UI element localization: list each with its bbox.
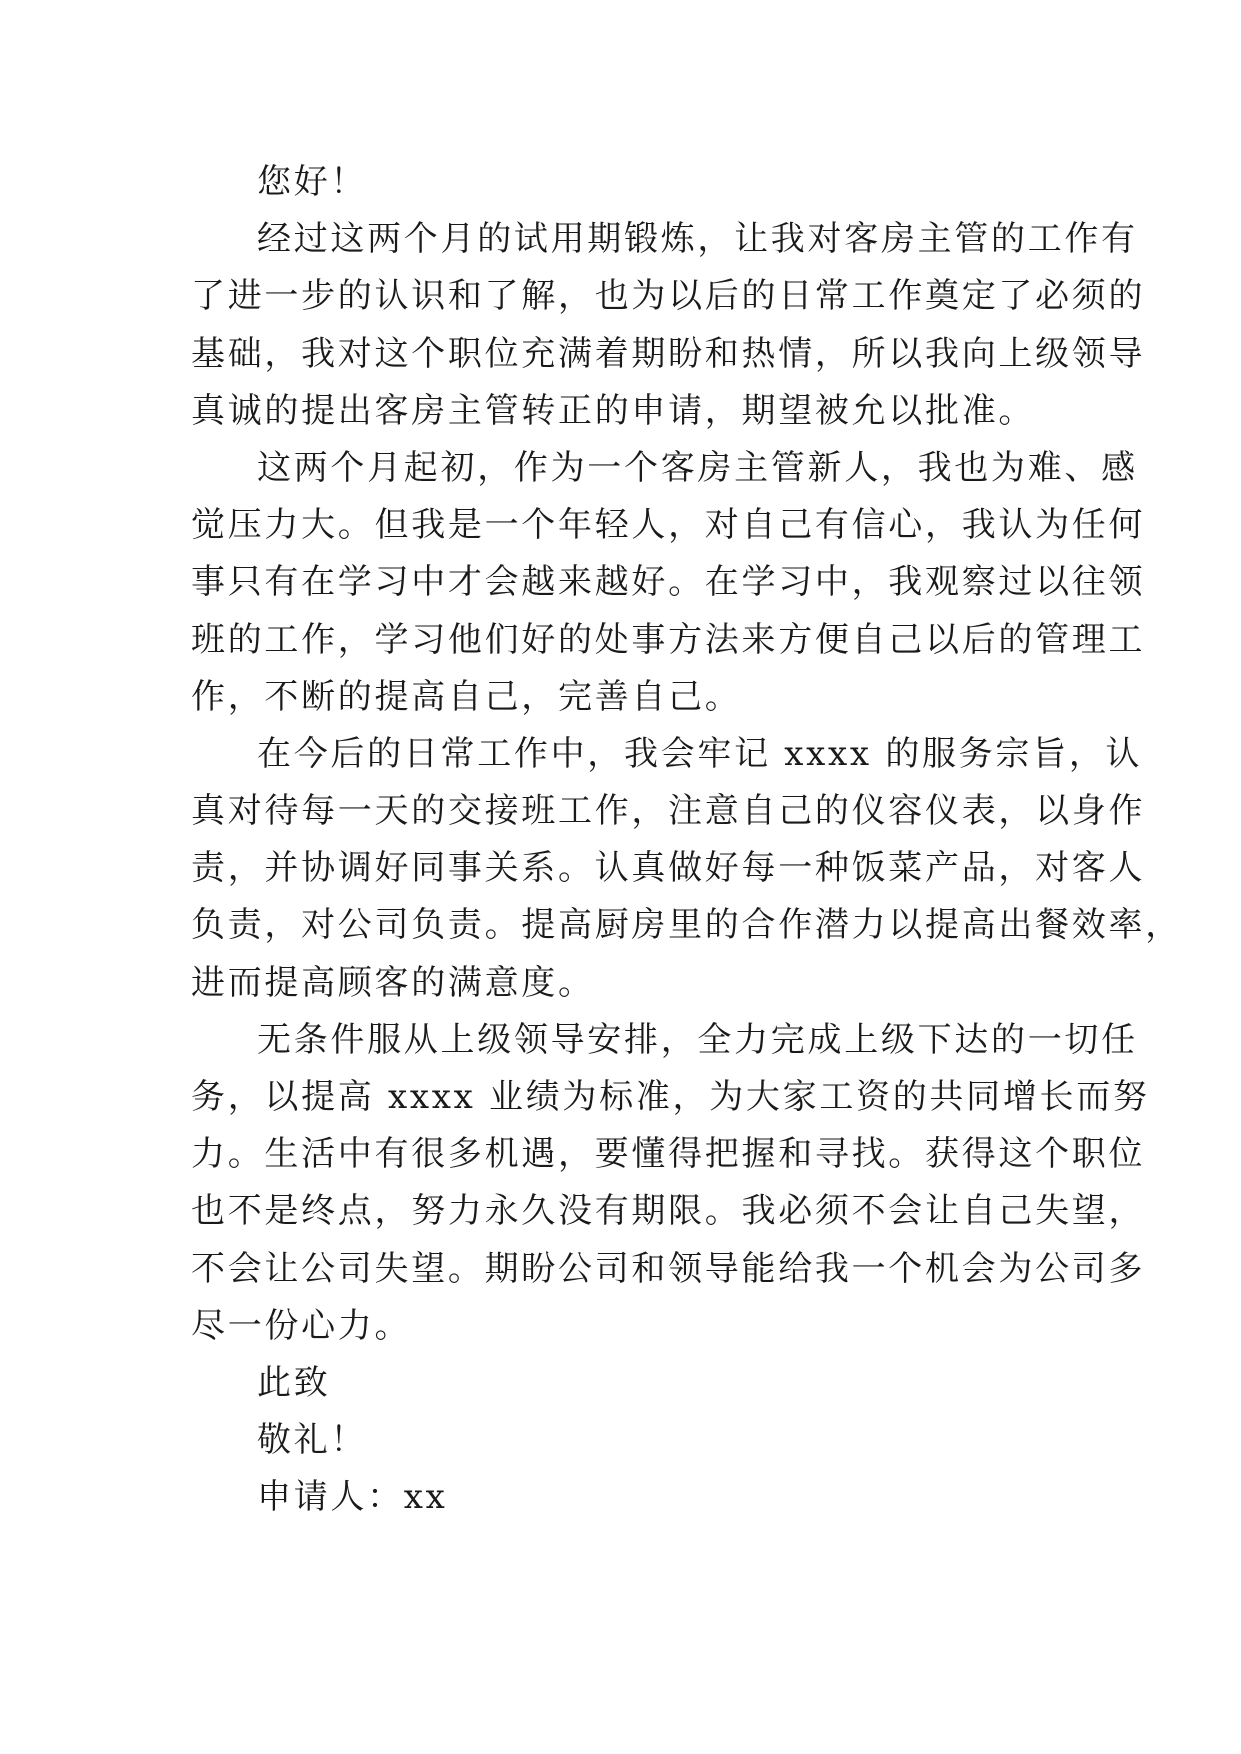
paragraph-4 — [191, 1012, 1150, 1355]
signature: 申请人：xx — [257, 1477, 448, 1518]
paragraph-line: 不会让公司失望。期盼公司和领导能给我一个机会为公司多 — [191, 1248, 1146, 1289]
paragraph-line: 无条件服从上级领导安排，全力完成上级下达的一切任 — [257, 1019, 1138, 1060]
closing-greeting: 此致 — [257, 1362, 331, 1403]
paragraph-3 — [191, 726, 1182, 1012]
closing-salute: 敬礼！ — [257, 1420, 368, 1461]
paragraph-line: 事只有在学习中才会越来越好。在学习中，我观察过以往领 — [191, 562, 1146, 603]
paragraph-line: 了进一步的认识和了解，也为以后的日常工作奠定了必须的 — [191, 276, 1146, 317]
paragraph-line: 基础，我对这个职位充满着期盼和热情，所以我向上级领导 — [191, 333, 1146, 374]
paragraph-line: 班的工作，学习他们好的处事方法来方便自己以后的管理工 — [191, 619, 1146, 660]
paragraph-line: 作，不断的提高自己，完善自己。 — [191, 676, 742, 717]
salutation: 您好！ — [257, 162, 368, 202]
paragraph-line: 真诚的提出客房主管转正的申请，期望被允以批准。 — [191, 390, 1036, 431]
paragraph-line: 真对待每一天的交接班工作，注意自己的仪容仪表，以身作 — [191, 791, 1146, 832]
paragraph-line: 责，并协调好同事关系。认真做好每一种饭菜产品，对客人 — [191, 848, 1146, 889]
paragraph-2 — [191, 440, 1146, 726]
paragraph-line: 经过这两个月的试用期锻炼，让我对客房主管的工作有 — [257, 219, 1138, 260]
paragraph-line: 力。生活中有很多机遇，要懂得把握和寻找。获得这个职位 — [191, 1134, 1146, 1175]
paragraph-line: 在今后的日常工作中，我会牢记 xxxx 的服务宗旨，认 — [257, 733, 1143, 774]
paragraph-line: 进而提高顾客的满意度。 — [191, 962, 595, 1003]
paragraph-line: 觉压力大。但我是一个年轻人，对自己有信心，我认为任何 — [191, 505, 1146, 546]
paragraph-line: 尽一份心力。 — [191, 1305, 412, 1346]
paragraph-line: 也不是终点，努力永久没有期限。我必须不会让自己失望， — [191, 1191, 1146, 1232]
paragraph-1 — [191, 211, 1146, 440]
paragraph-line: 这两个月起初，作为一个客房主管新人，我也为难、感 — [257, 447, 1138, 488]
paragraph-line: 务，以提高 xxxx 业绩为标准，为大家工资的共同增长而努 — [191, 1077, 1150, 1117]
paragraph-line: 负责，对公司负责。提高厨房里的合作潜力以提高出餐效率， — [191, 905, 1182, 946]
letter-body — [191, 154, 1182, 1527]
